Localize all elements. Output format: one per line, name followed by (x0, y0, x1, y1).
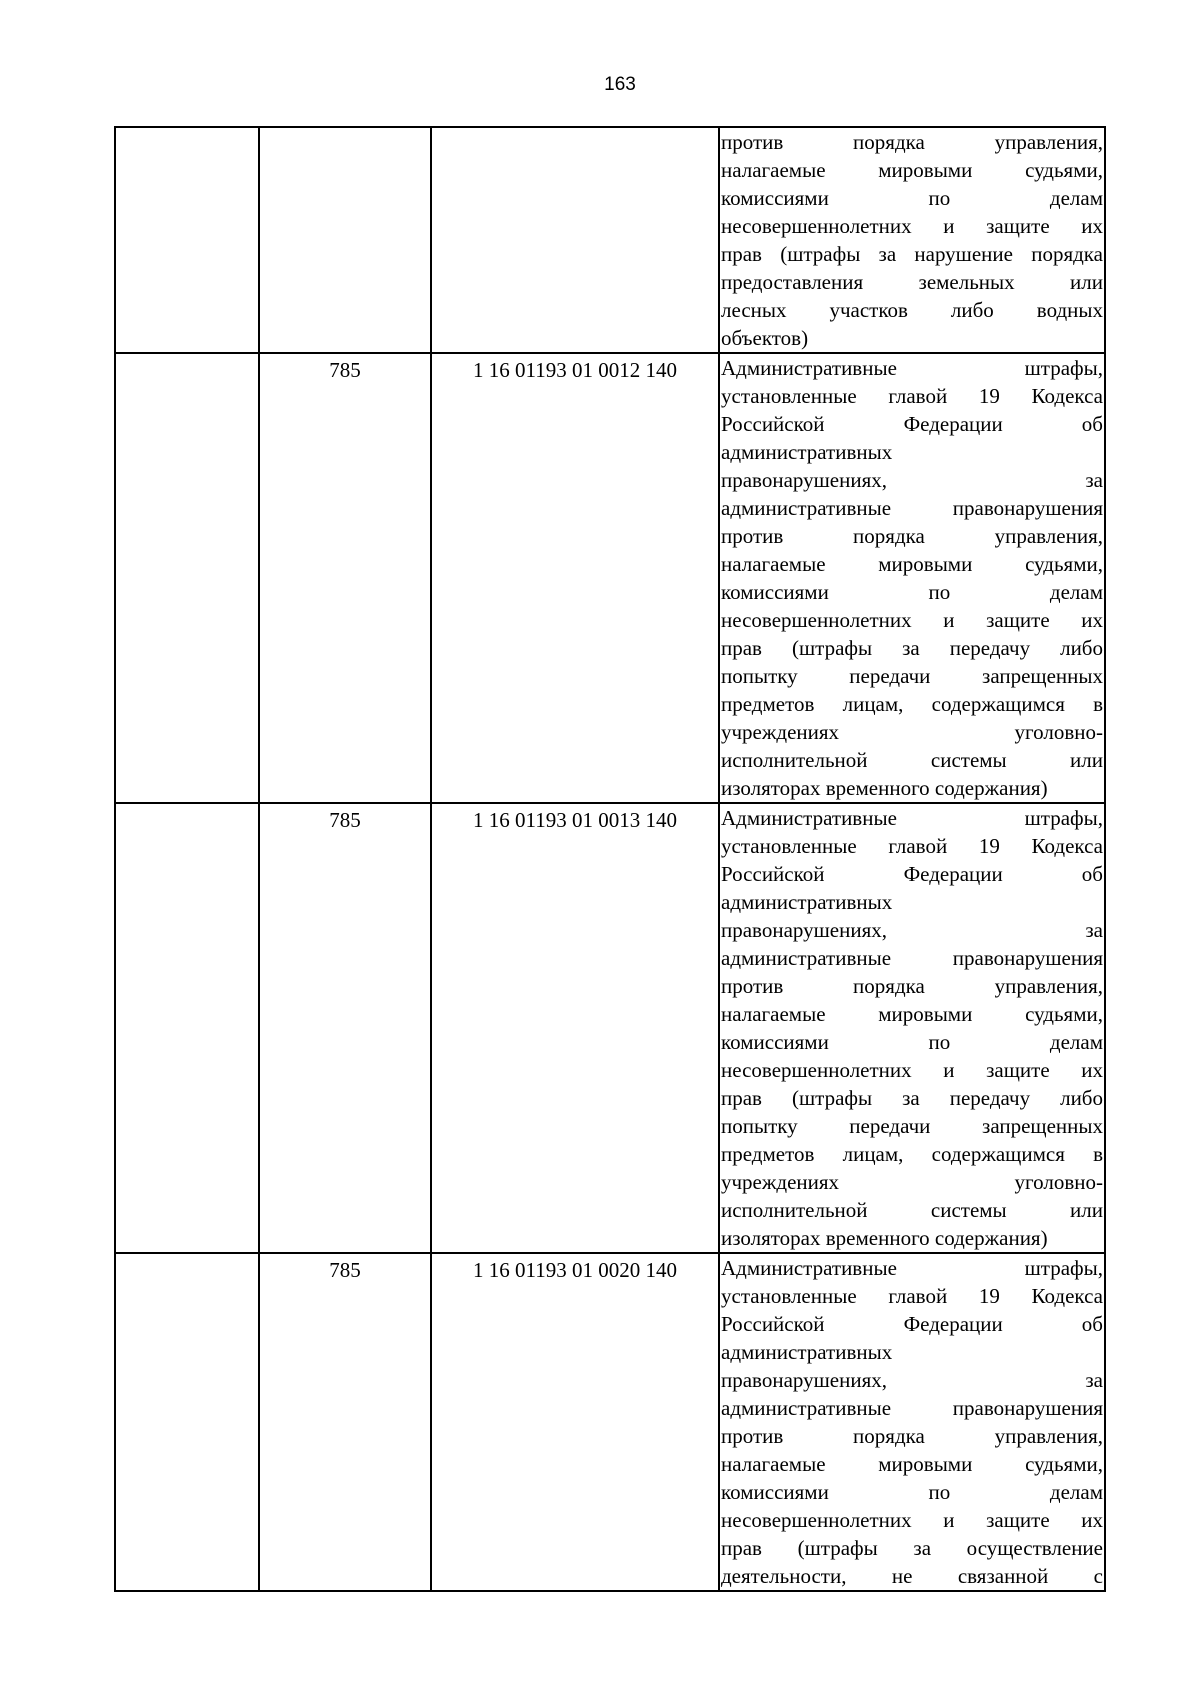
cell-kbk-code: 1 16 01193 01 0012 140 (431, 353, 719, 803)
cell-empty (115, 803, 259, 1253)
description-line: предоставления земельных или (721, 270, 1103, 294)
cell-empty (115, 353, 259, 803)
description-line: Административные штрафы, (721, 1256, 1103, 1280)
description-line: деятельности, не связанной с (721, 1564, 1103, 1588)
cell-admin-code: 785 (259, 353, 431, 803)
description-line: несовершеннолетних и защите их (721, 1508, 1103, 1532)
description-line: комиссиями по делам (721, 1030, 1103, 1054)
description-line: административные правонарушения (721, 946, 1103, 970)
description-line: учреждениях уголовно- (721, 1170, 1103, 1194)
description-line: административных (721, 440, 893, 464)
description-line: против порядка управления, (721, 130, 1103, 154)
table-row (115, 803, 1105, 1253)
description-line: административных (721, 890, 893, 914)
cell-description (719, 1253, 1105, 1591)
description-line: комиссиями по делам (721, 1480, 1103, 1504)
table-row (115, 1253, 1105, 1591)
description-line: административные правонарушения (721, 1396, 1103, 1420)
description-line: комиссиями по делам (721, 186, 1103, 210)
description-line: прав (штрафы за нарушение порядка (721, 242, 1103, 266)
cell-admin-code: 785 (259, 1253, 431, 1591)
description-line: несовершеннолетних и защите их (721, 214, 1103, 238)
description-line: установленные главой 19 Кодекса (721, 834, 1103, 858)
cell-admin-code: 785 (259, 803, 431, 1253)
table-row (115, 353, 1105, 803)
description-line: правонарушениях, за (721, 468, 1103, 492)
description-line: Российской Федерации об (721, 1312, 1103, 1336)
description-line: Административные штрафы, (721, 806, 1103, 830)
description-line: против порядка управления, (721, 1424, 1103, 1448)
description-line: прав (штрафы за передачу либо (721, 636, 1103, 660)
cell-admin-code (259, 127, 431, 353)
description-line: прав (штрафы за передачу либо (721, 1086, 1103, 1110)
page-number: 163 (604, 74, 636, 95)
description-line: попытку передачи запрещенных (721, 1114, 1103, 1138)
description-line: лесных участков либо водных (721, 298, 1103, 322)
table-body (115, 127, 1105, 1591)
description-line: исполнительной системы или (721, 748, 1103, 772)
description-line: учреждениях уголовно- (721, 720, 1103, 744)
description-line: против порядка управления, (721, 524, 1103, 548)
description-line: несовершеннолетних и защите их (721, 608, 1103, 632)
description-line: установленные главой 19 Кодекса (721, 1284, 1103, 1308)
description-line: прав (штрафы за осуществление (721, 1536, 1103, 1560)
description-line: установленные главой 19 Кодекса (721, 384, 1103, 408)
cell-description (719, 353, 1105, 803)
description-line: Российской Федерации об (721, 862, 1103, 886)
cell-kbk-code (431, 127, 719, 353)
description-line: административных (721, 1340, 893, 1364)
description-line: попытку передачи запрещенных (721, 664, 1103, 688)
description-line: правонарушениях, за (721, 1368, 1103, 1392)
description-line: налагаемые мировыми судьями, (721, 1002, 1103, 1026)
budget-codes-table (114, 126, 1106, 1592)
description-line: исполнительной системы или (721, 1198, 1103, 1222)
description-line: Российской Федерации об (721, 412, 1103, 436)
cell-kbk-code: 1 16 01193 01 0020 140 (431, 1253, 719, 1591)
cell-empty (115, 127, 259, 353)
description-line: налагаемые мировыми судьями, (721, 1452, 1103, 1476)
description-line: комиссиями по делам (721, 580, 1103, 604)
description-line: против порядка управления, (721, 974, 1103, 998)
description-line: предметов лицам, содержащимся в (721, 1142, 1103, 1166)
description-line: объектов) (721, 326, 809, 350)
description-line: несовершеннолетних и защите их (721, 1058, 1103, 1082)
cell-description (719, 127, 1105, 353)
cell-kbk-code: 1 16 01193 01 0013 140 (431, 803, 719, 1253)
description-line: административные правонарушения (721, 496, 1103, 520)
table-row (115, 127, 1105, 353)
description-line: правонарушениях, за (721, 918, 1103, 942)
description-line: изоляторах временного содержания) (721, 1226, 1048, 1250)
cell-description (719, 803, 1105, 1253)
cell-empty (115, 1253, 259, 1591)
description-line: предметов лицам, содержащимся в (721, 692, 1103, 716)
description-line: Административные штрафы, (721, 356, 1103, 380)
description-line: налагаемые мировыми судьями, (721, 158, 1103, 182)
description-line: изоляторах временного содержания) (721, 776, 1048, 800)
description-line: налагаемые мировыми судьями, (721, 552, 1103, 576)
